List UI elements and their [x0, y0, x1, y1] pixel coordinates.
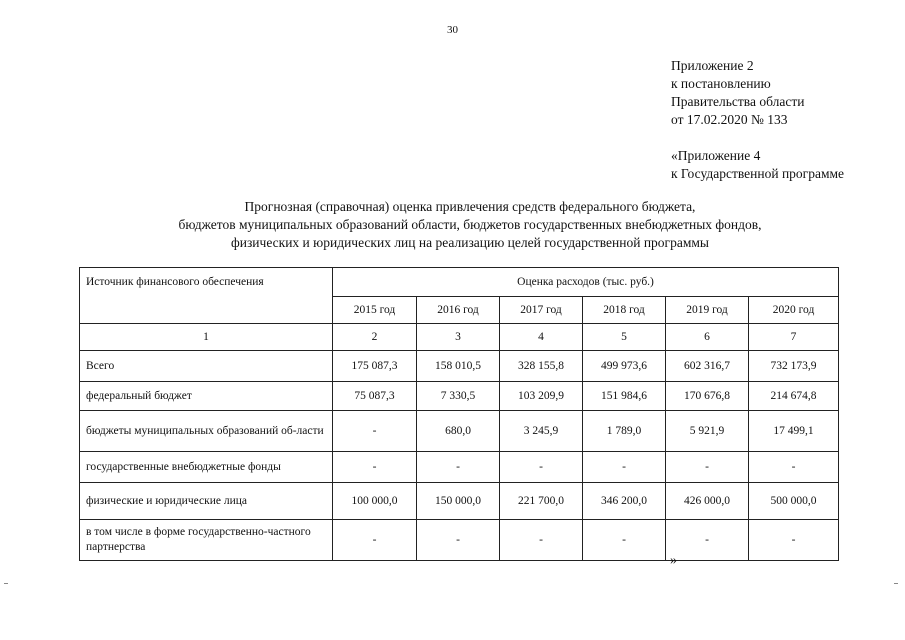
scan-edge-mark-left — [4, 583, 8, 584]
annex-line: от 17.02.2020 № 133 — [671, 112, 788, 127]
row-value: - — [333, 520, 417, 561]
row-value: 499 973,6 — [583, 351, 666, 382]
row-value: 5 921,9 — [666, 411, 749, 452]
row-value: - — [749, 520, 839, 561]
row-value: - — [417, 452, 500, 483]
row-value: 732 173,9 — [749, 351, 839, 382]
row-label: Всего — [80, 351, 333, 382]
scan-edge-mark-right — [894, 583, 898, 584]
column-number-row — [80, 324, 839, 351]
row-value: 17 499,1 — [749, 411, 839, 452]
row-label: федеральный бюджет — [80, 382, 333, 411]
annex-line: к постановлению — [671, 76, 771, 91]
program-annex-line: к Государственной программе — [671, 166, 845, 181]
row-value: 75 087,3 — [333, 382, 417, 411]
column-number: 4 — [500, 324, 583, 351]
document-title — [0, 198, 905, 252]
row-value: - — [666, 452, 749, 483]
row-value: 170 676,8 — [666, 382, 749, 411]
page-number: 30 — [447, 24, 458, 36]
source-column-header: Источник финансового обеспечения — [80, 268, 333, 324]
annex-reference — [671, 57, 804, 129]
annex-line: Правительства области — [671, 94, 805, 109]
table-row — [80, 520, 839, 561]
closing-quote: » — [670, 553, 677, 568]
row-value: - — [417, 520, 500, 561]
row-value: 328 155,8 — [500, 351, 583, 382]
title-line: Прогнозная (справочная) оценка привлечения средств федерального бюджета, — [244, 199, 696, 214]
row-value: 100 000,0 — [333, 483, 417, 520]
program-annex-reference — [671, 147, 844, 183]
column-number: 2 — [333, 324, 417, 351]
row-value: - — [500, 452, 583, 483]
title-line: бюджетов муниципальных образований области, бюджетов государственных внебюджетных фондов, — [178, 217, 762, 232]
row-label: государственные внебюджетные фонды — [80, 452, 333, 483]
year-header: 2017 год — [500, 297, 583, 324]
row-value: 1 789,0 — [583, 411, 666, 452]
row-label: бюджеты муниципальных образований об-ласти — [80, 411, 333, 452]
row-value: 221 700,0 — [500, 483, 583, 520]
year-header: 2018 год — [583, 297, 666, 324]
row-value: - — [666, 520, 749, 561]
row-value: 500 000,0 — [749, 483, 839, 520]
row-value: 680,0 — [417, 411, 500, 452]
row-value: 175 087,3 — [333, 351, 417, 382]
row-label: в том числе в форме государственно-частного партнерства — [80, 520, 333, 561]
row-value: 150 000,0 — [417, 483, 500, 520]
table-row — [80, 382, 839, 411]
row-value: - — [583, 452, 666, 483]
column-number: 6 — [666, 324, 749, 351]
row-value: - — [749, 452, 839, 483]
column-number: 3 — [417, 324, 500, 351]
year-header: 2020 год — [749, 297, 839, 324]
table-row — [80, 351, 839, 382]
row-value: 426 000,0 — [666, 483, 749, 520]
financing-table — [79, 267, 839, 561]
year-header: 2019 год — [666, 297, 749, 324]
row-value: 602 316,7 — [666, 351, 749, 382]
row-value: 151 984,6 — [583, 382, 666, 411]
program-annex-line: «Приложение 4 — [671, 148, 761, 163]
table-row — [80, 452, 839, 483]
row-value: 346 200,0 — [583, 483, 666, 520]
table-row — [80, 411, 839, 452]
row-value: - — [583, 520, 666, 561]
row-value: 103 209,9 — [500, 382, 583, 411]
row-value: 7 330,5 — [417, 382, 500, 411]
column-number: 5 — [583, 324, 666, 351]
row-label: физические и юридические лица — [80, 483, 333, 520]
row-value: 214 674,8 — [749, 382, 839, 411]
year-header: 2016 год — [417, 297, 500, 324]
table-row — [80, 483, 839, 520]
year-header: 2015 год — [333, 297, 417, 324]
table-header-row — [80, 268, 839, 297]
row-value: 158 010,5 — [417, 351, 500, 382]
row-value: - — [333, 411, 417, 452]
row-value: 3 245,9 — [500, 411, 583, 452]
row-value: - — [333, 452, 417, 483]
annex-line: Приложение 2 — [671, 58, 754, 73]
estimate-column-header: Оценка расходов (тыс. руб.) — [333, 268, 839, 297]
title-line: физических и юридических лиц на реализацию целей государственной программы — [231, 235, 709, 250]
column-number: 1 — [80, 324, 333, 351]
row-value: - — [500, 520, 583, 561]
column-number: 7 — [749, 324, 839, 351]
